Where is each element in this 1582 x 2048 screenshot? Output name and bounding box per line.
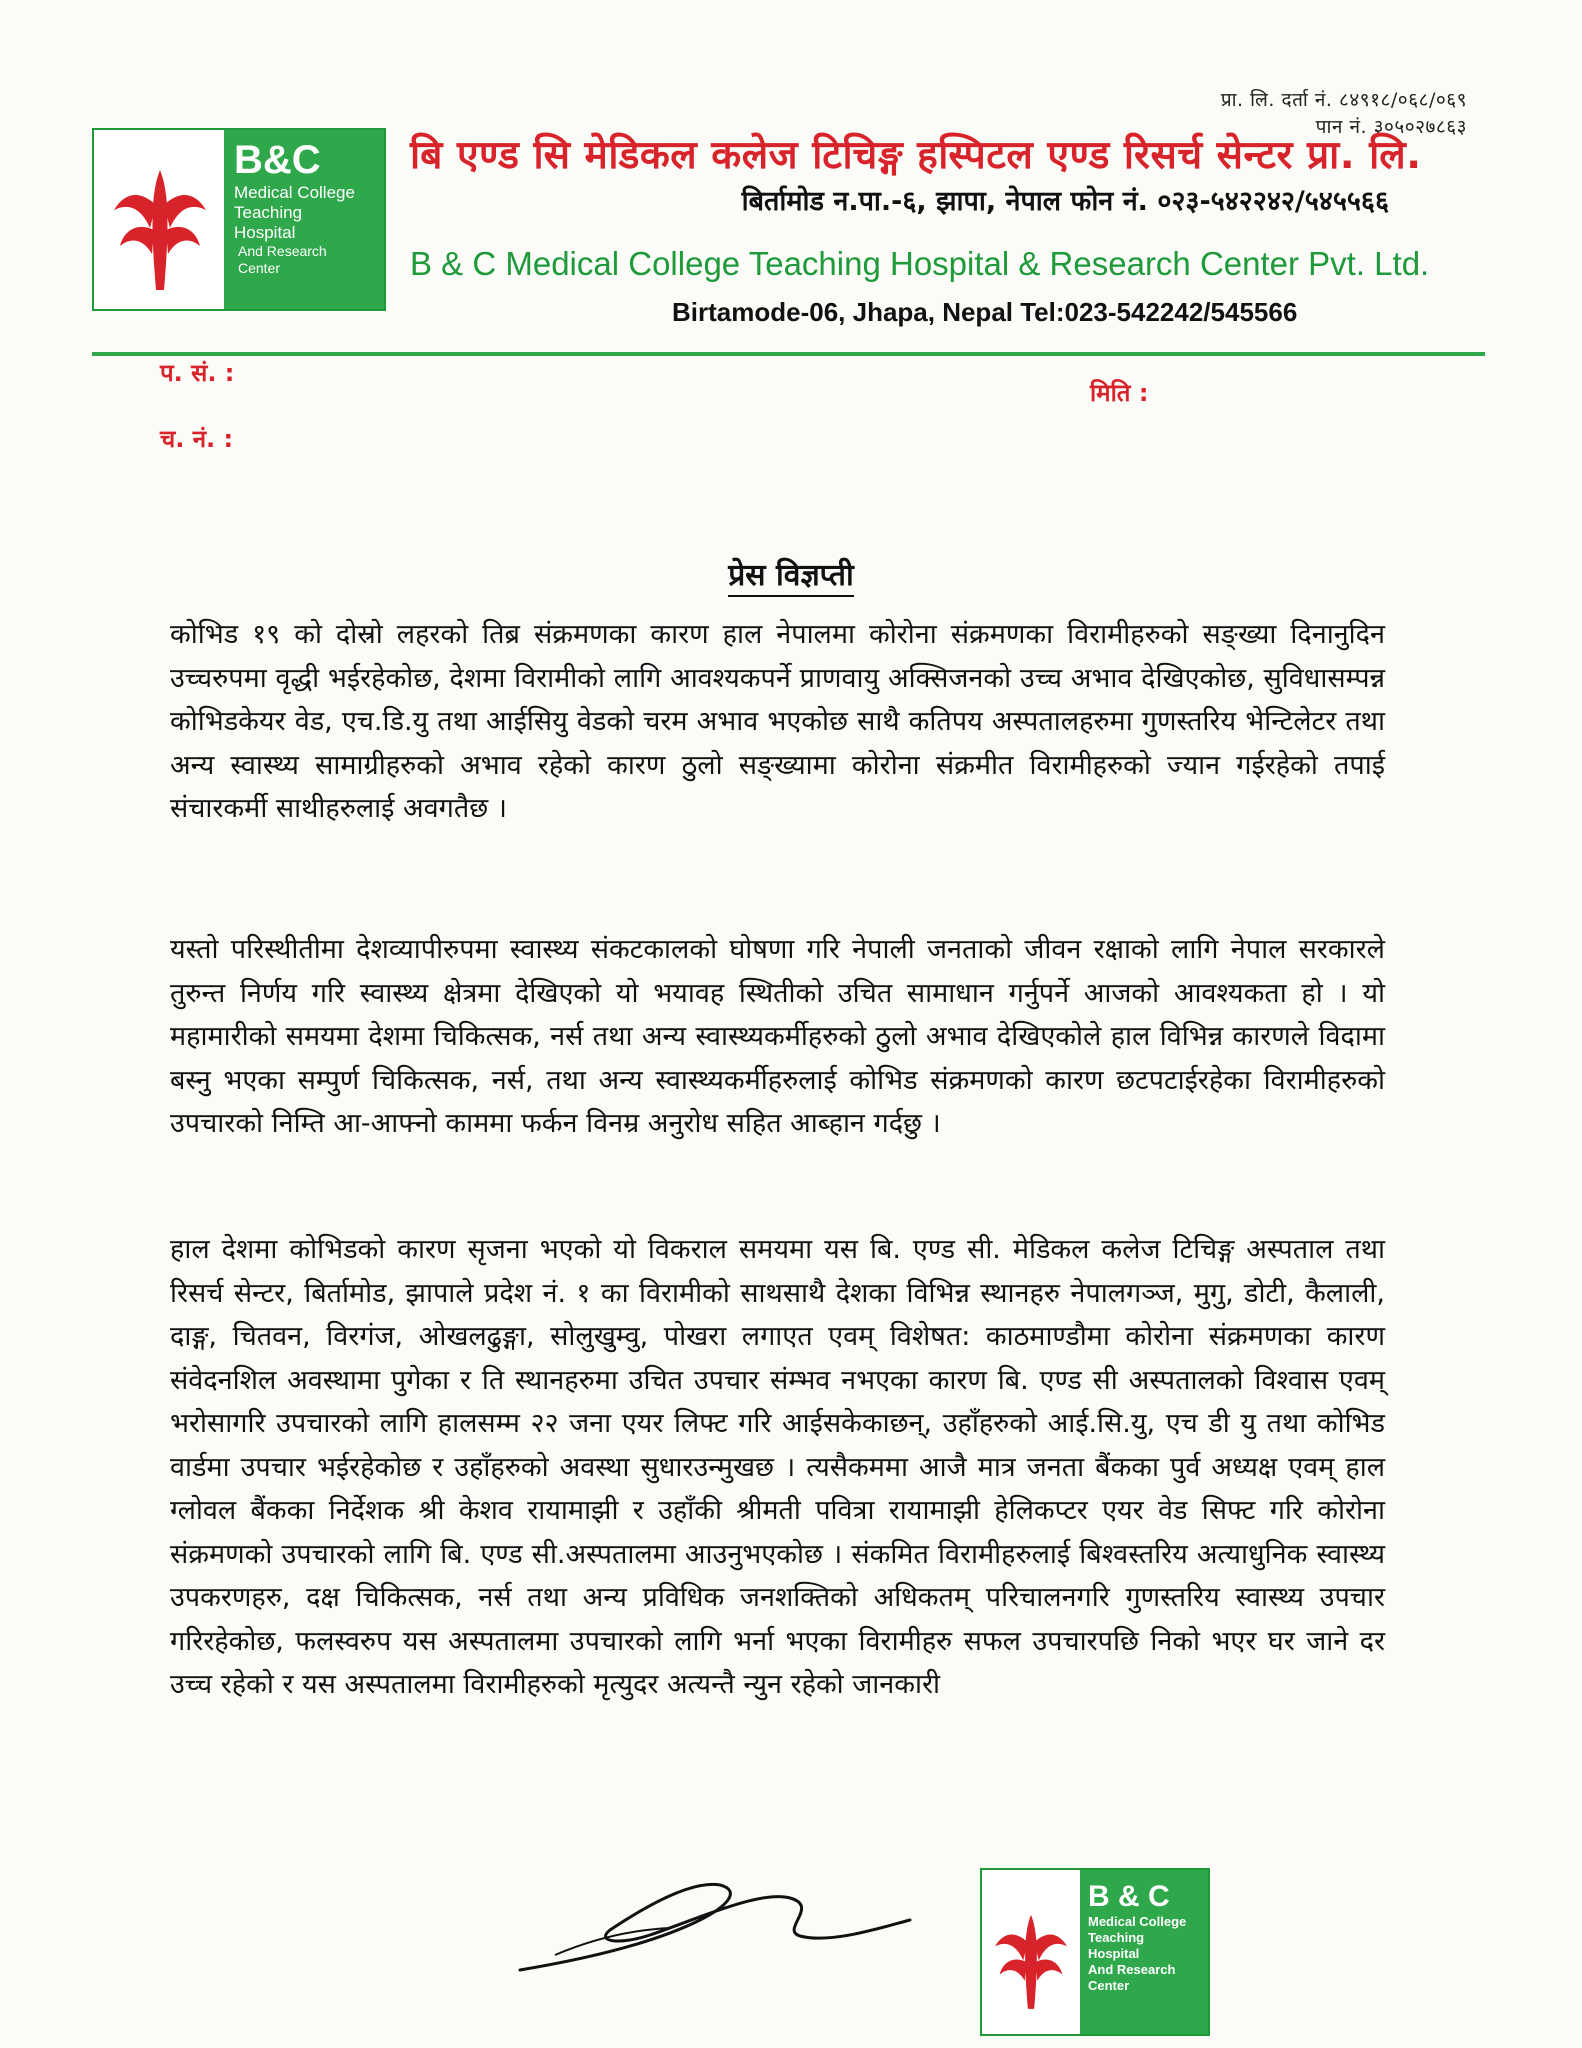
document-title [0, 553, 1582, 594]
document-title-text: प्रेस विज्ञप्ती [728, 558, 854, 597]
stamp-line: Teaching [1088, 1930, 1145, 1945]
letterhead-name-nepali: बि एण्ड सि मेडिकल कलेज टिचिङ्ग हस्पिटल एण्ड रिसर्च सेन्टर प्रा. लि. [410, 133, 1422, 178]
letterhead-name-english: B & C Medical College Teaching Hospital & Research Center Pvt. Ltd. [410, 245, 1430, 282]
logo-title: B&C [234, 138, 321, 182]
letterhead-address-english: Birtamode-06, Jhapa, Nepal Tel:023-542242/545566 [672, 297, 1298, 327]
logo-text-panel [224, 130, 384, 309]
stamp-line: Medical College [1088, 1914, 1187, 1929]
logo-line: Hospital [234, 223, 296, 242]
caduceus-emblem-icon [100, 150, 220, 300]
stamp-title: B & C [1088, 1880, 1170, 1913]
reference-number-label: प. सं. : [160, 359, 235, 387]
hospital-stamp [980, 1868, 1210, 2036]
logo-line: Teaching [234, 203, 303, 222]
stamp-line: Hospital [1088, 1946, 1140, 1961]
logo-line: Medical College [234, 183, 355, 202]
logo-line: Center [238, 260, 281, 276]
paragraph-2: यस्तो परिस्थीतीमा देशव्यापीरुपमा स्वास्थ्य संकटकालको घोषणा गरि नेपाली जनताको जीवन रक्षाको लागि नेपाल सरकारले तुरुन्त निर्णय गरि स्वास्थ्य क्षेत्रमा देखिएको यो भयावह स्थितीको उचित सामाधान गर्नुपर्ने आजको आवश्यकता हो । यो महामारीको समयमा देशमा चिकित्सक, नर्स तथा अन्य स्वास्थ्यकर्मीहरुको ठुलो अभाव देखिएकोले हाल विभिन्न कारणले विदामा बस्नु भएका सम्पुर्ण चिकित्सक, नर्स, तथा अन्य स्वास्थ्यकर्मीहरुलाई कोभिड संक्रमणको कारण छटपटाईरहेका विरामीहरुको उपचारको निम्ति आ-आफ्नो काममा फर्कन विनम्र अनुरोध सहित आब्हान गर्दछु । [170, 934, 1385, 1139]
stamp-line: Center [1088, 1978, 1130, 1993]
page-number: पान नं. ३०५०२७८६३ [1315, 116, 1467, 138]
handwritten-signature [500, 1850, 920, 1980]
paragraph-1: कोभिड १९ को दोस्रो लहरको तिब्र संक्रमणका कारण हाल नेपालमा कोरोना संक्रमणका विरामीहरुको सङ्ख्या दिनानुदिन उच्चरुपमा वृद्धी भईरहेकोछ, देशमा विरामीको लागि आवश्यकपर्ने प्राणवायु अक्सिजनको उच्च अभाव देखिएकोछ, सुविधासम्पन्न कोभिडकेयर वेड, एच.डि.यु तथा आईसियु वेडको चरम अभाव भएकोछ साथै कतिपय अस्पतालहरुमा गुणस्तरिय भेन्टिलेटर तथा अन्य स्वास्थ्य सामाग्रीहरुको अभाव रहेको कारण ठुलो सङ्ख्यामा कोरोना संक्रमीत विरामीहरुको ज्यान गईरहेको तपाई संचारकर्मी साथीहरुलाई अवगतैछ । [170, 619, 1385, 824]
logo-line: And Research [238, 243, 327, 259]
hospital-logo [92, 128, 386, 311]
paragraph-3: हाल देशमा कोभिडको कारण सृजना भएको यो विकराल समयमा यस बि. एण्ड सी. मेडिकल कलेज टिचिङ्ग अस्पताल तथा रिसर्च सेन्टर, बिर्तामोड, झापाले प्रदेश नं. १ का विरामीको साथसाथै देशका विभिन्न स्थानहरु नेपालगञ्ज, मुगु, डोटी, कैलाली, दाङ्ग, चितवन, विरगंज, ओखलढुङ्गा, सोलुखुम्वु, पोखरा लगाएत एवम् विशेषत: काठमाण्डौमा कोरोना संक्रमणका कारण संवेदनशिल अवस्थामा पुगेका र ति स्थानहरुमा उचित उपचार संम्भव नभएका कारण बि. एण्ड सी अस्पतालको विश्वास एवम् भरोसागरि उपचारको लागि हालसम्म २२ जना एयर लिफ्ट गरि आईसकेकाछन्, उहाँहरुको आई.सि.यु, एच डी यु तथा कोभिड वार्डमा उपचार भईरहेकोछ र उहाँहरुको अवस्था सुधारउन्मुखछ । त्यसैकममा आजै मात्र जनता बैंकका पुर्व अध्यक्ष एवम् हाल ग्लोवल बैंकका निर्देशक श्री केशव रायामाझी र उहाँकी श्रीमती पवित्रा रायामाझी हेलिकप्टर एयर वेड सिफ्ट गरि कोरोना संक्रमणको उपचारको लागि बि. एण्ड सी.अस्पतालमा आउनुभएकोछ । संकमित विरामीहरुलाई बिश्वस्तरिय अत्याधुनिक स्वास्थ्य उपकरणहरु, दक्ष चिकित्सक, नर्स तथा अन्य प्रविधिक जनशक्तिको अधिकतम् परिचालनगरि गुणस्तरिय स्वास्थ्य उपचार गरिरहेकोछ, फलस्वरुप यस अस्पतालमा उपचारको लागि भर्ना भएका विरामीहरु सफल उपचारपछि निको भएर घर जाने दर उच्च रहेको र यस अस्पतालमा विरामीहरुको मृत्युदर अत्यन्तै न्युन रहेको जानकारी [170, 1234, 1385, 1700]
registration-number: प्रा. लि. दर्ता नं. ८४९१८/०६८/०६९ [1220, 89, 1467, 111]
stamp-text-panel [1080, 1870, 1208, 2034]
letterhead-address-nepali: बिर्तामोड न.पा.-६, झापा, नेपाल फोन नं. ०२३-५४२२४२/५४५५६६ [741, 186, 1389, 217]
letterhead-divider [92, 352, 1485, 356]
caduceus-emblem-icon [984, 1898, 1078, 2018]
dispatch-number-label: च. नं. : [160, 425, 234, 453]
stamp-line: And Research [1088, 1962, 1176, 1977]
date-label: मिति : [1090, 379, 1149, 407]
